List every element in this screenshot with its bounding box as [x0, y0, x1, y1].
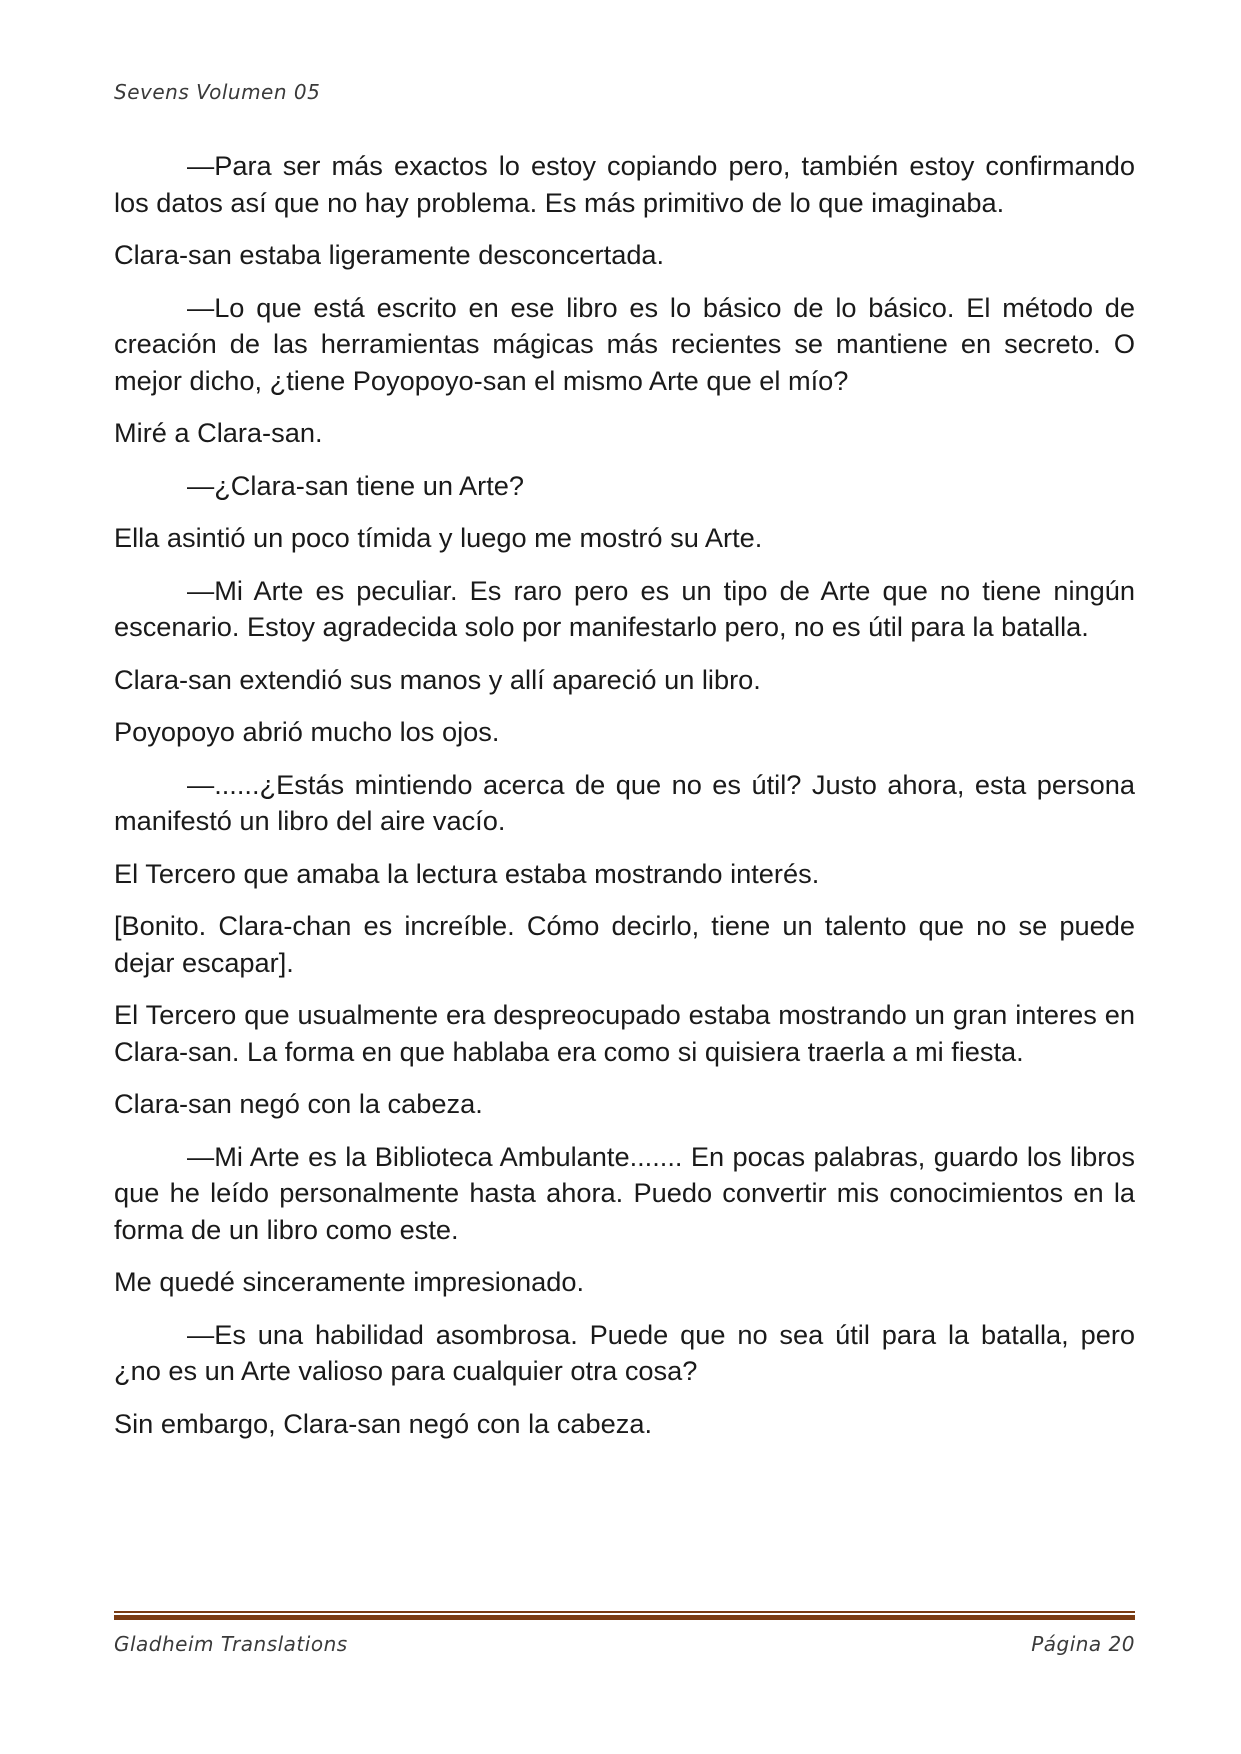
paragraph: —¿Clara-san tiene un Arte?: [187, 469, 524, 501]
paragraph: Miré a Clara-san.: [114, 417, 323, 448]
paragraph: —......¿Estás mintiendo acerca de que no es útil? Justo ahora, esta persona manifestó un libro del aire vacío.: [114, 768, 1135, 836]
footer-publisher: Gladheim Translations: [114, 1632, 348, 1656]
paragraph: —Mi Arte es peculiar. Es raro pero es un tipo de Arte que no tiene ningún escenario. Estoy agradecida solo por manifestarlo pero, no es útil para la batalla.: [114, 574, 1135, 642]
paragraph: Clara-san estaba ligeramente desconcertada.: [114, 239, 665, 270]
paragraph: —Es una habilidad asombrosa. Puede que no sea útil para la batalla, pero ¿no es un Arte valioso para cualquier otra cosa?: [114, 1318, 1135, 1386]
paragraph: El Tercero que amaba la lectura estaba mostrando interés.: [114, 857, 820, 889]
paragraph: El Tercero que usualmente era despreocupado estaba mostrando un gran interes en Clara-san. La forma en que hablaba era como si quisiera traerla a mi fiesta.: [114, 999, 1135, 1067]
paragraph: —Lo que está escrito en ese libro es lo básico de lo básico. El método de creación de las herramientas mágicas más recientes se mantiene en secreto. O mejor dicho, ¿tiene Poyopoyo-san el mismo Arte que el mío?: [114, 291, 1135, 396]
footer-divider-thick-line: [114, 1615, 1135, 1620]
paragraph: Ella asintió un poco tímida y luego me mostró su Arte.: [114, 522, 763, 553]
footer-divider: [114, 1611, 1135, 1622]
paragraph: Me quedé sinceramente impresionado.: [114, 1266, 585, 1297]
paragraph: —Mi Arte es la Biblioteca Ambulante....... En pocas palabras, guardo los libros que he leído personalmente hasta ahora. Puedo convertir mis conocimientos en la forma de un libro como este.: [114, 1140, 1135, 1245]
paragraph: [Bonito. Clara-chan es increíble. Cómo decirlo, tiene un talento que no se puede dejar escapar].: [114, 910, 1135, 978]
running-header: Sevens Volumen 05: [114, 80, 321, 104]
paragraph: —Para ser más exactos lo estoy copiando pero, también estoy confirmando los datos así que no hay problema. Es más primitivo de lo que imaginaba.: [114, 150, 1135, 218]
body-text: [114, 148, 1135, 1458]
paragraph: Clara-san extendió sus manos y allí apareció un libro.: [114, 663, 761, 695]
paragraph: Clara-san negó con la cabeza.: [114, 1088, 483, 1119]
paragraph: Sin embargo, Clara-san negó con la cabeza.: [114, 1407, 653, 1439]
paragraph: Poyopoyo abrió mucho los ojos.: [114, 716, 500, 747]
footer-divider-thin-line: [114, 1611, 1135, 1613]
page-number: Página 20: [1031, 1632, 1135, 1656]
